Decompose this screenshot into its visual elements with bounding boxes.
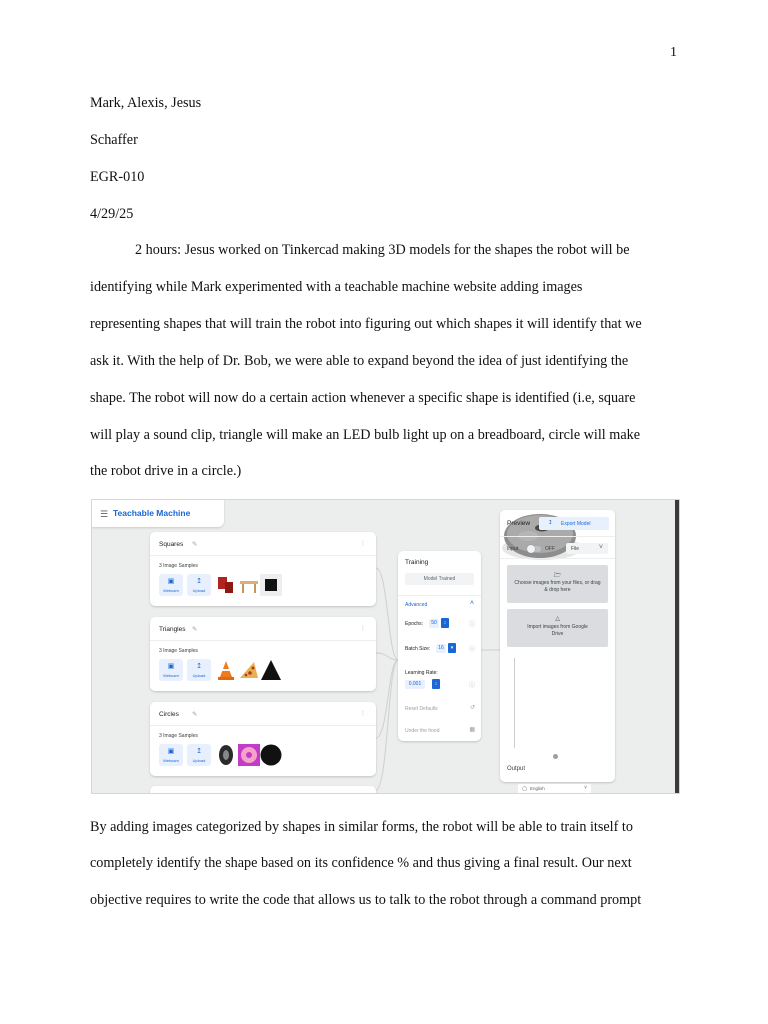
more-icon[interactable]: ⋮ [360,711,366,717]
class-name: Triangles [159,626,186,633]
output-label: Output [507,766,526,772]
dropdown-icon[interactable]: ▾ [448,643,456,653]
divider [150,640,376,641]
help-icon[interactable]: ⓘ [468,622,475,628]
toggle-state: OFF [545,546,555,552]
app-title: Teachable Machine [113,508,191,518]
preview-title: Preview [507,520,531,527]
more-icon[interactable]: ⋮ [360,626,366,632]
training-panel [398,551,481,741]
input-toggle[interactable] [527,546,541,552]
learning-rate-label: Learning Rate: [405,670,438,676]
upload-icon: ↥ [196,663,202,670]
image-frame-line [514,658,515,748]
sample-image-table [238,574,260,596]
sample-image-black-triangle [260,659,282,681]
chevron-down-icon: ˅ [584,785,587,791]
class-name: Circles [159,711,179,718]
epochs-label: Epochs: [405,621,424,627]
webcam-button[interactable] [159,659,183,681]
sample-image-tire [215,744,237,766]
sample-count: 3 Image Samples [159,648,198,654]
webcam-button[interactable] [159,744,183,766]
export-model-label: Export Model [561,521,591,527]
webcam-label: Webcam [163,673,179,678]
webcam-button[interactable] [159,574,183,596]
upload-button[interactable] [187,744,211,766]
learning-rate-stepper-icon[interactable]: ↕ [432,679,440,689]
batch-size-label: Batch Size: [405,646,431,652]
menu-icon: ☰ [100,509,109,519]
upload-label: Upload [192,588,206,593]
add-class-card[interactable] [150,786,376,794]
more-icon[interactable]: ⋮ [360,541,366,547]
google-drive-icon: △ [555,616,560,622]
advanced-toggle[interactable]: Advanced [405,602,428,608]
source-select[interactable] [566,543,608,554]
paragraph-line: identifying while Mark experimented with a teachable machine website adding images [90,279,583,295]
help-icon[interactable]: ⓘ [468,647,475,653]
reset-icon[interactable]: ↺ [469,705,475,711]
upload-icon: ↥ [196,748,202,755]
paragraph-line: ask it. With the help of Dr. Bob, we were able to expand beyond the idea of just identifying the [90,353,629,369]
globe-icon: ◯ [522,786,528,791]
preview-panel [500,510,615,782]
class-name: Squares [159,541,184,548]
file-drop-zone[interactable] [507,565,608,603]
sample-image-red-blocks [215,574,237,596]
image-slider-handle[interactable] [553,754,558,759]
chevron-down-icon: ˅ [598,544,603,551]
upload-label: Upload [192,673,206,678]
paragraph-line: representing shapes that will train the robot into figuring out which shapes it will identify that we [90,316,642,332]
sample-image-pizza [238,659,260,681]
author-names: Mark, Alexis, Jesus [90,95,202,111]
learning-rate-input[interactable]: 0.001 [405,680,425,689]
edit-icon[interactable]: ✎ [192,711,198,718]
chevron-up-icon[interactable]: ˄ [469,600,474,607]
input-label: Input [507,546,519,552]
edit-icon[interactable]: ✎ [192,626,198,633]
under-the-hood-button[interactable]: Under the hood [405,728,440,734]
upload-button[interactable] [187,659,211,681]
divider [500,536,615,537]
page-number: 1 [670,45,677,60]
webcam-icon: ▣ [167,578,175,585]
folder-icon: 🗁 [553,573,562,579]
divider [500,558,615,559]
help-icon[interactable]: ⓘ [468,683,475,689]
class-card-triangles [150,617,376,691]
divider [150,555,376,556]
upload-icon: ↥ [196,578,202,585]
divider [398,595,481,596]
google-drive-import[interactable] [507,609,608,647]
teachable-machine-screenshot [91,499,680,794]
batch-size-select[interactable]: 16 [436,644,446,653]
divider [150,725,376,726]
class-card-squares [150,532,376,606]
date: 4/29/25 [90,206,134,222]
epochs-stepper-icon[interactable]: ↕ [441,618,449,628]
webcam-label: Webcam [163,588,179,593]
language-value: English [530,786,545,791]
sample-image-black-square [260,574,282,596]
epochs-input[interactable]: 50 [429,619,439,628]
webcam-icon: ▣ [167,748,175,755]
upload-label: Upload [192,758,206,763]
chart-icon[interactable]: ▦ [469,727,475,733]
webcam-icon: ▣ [167,663,175,670]
language-select[interactable] [518,784,591,794]
google-drive-text: Import images from Google Drive [527,624,588,637]
paragraph-line: objective requires to write the code that allows us to talk to the robot through a command prompt [90,892,642,908]
export-model-button[interactable] [539,517,609,530]
paragraph-line: shape. The robot will now do a certain action whenever a specific shape is identified (i.e, square [90,390,636,406]
sample-count: 3 Image Samples [159,733,198,739]
sample-image-black-circle [260,744,282,766]
paragraph-line: 2 hours: Jesus worked on Tinkercad making 3D models for the shapes the robot will be [135,242,630,258]
edit-icon[interactable]: ✎ [192,541,198,548]
class-card-circles [150,702,376,776]
source-value: File [571,546,580,552]
file-drop-text: Choose images from your files, or drag & drop here [514,580,601,593]
webcam-label: Webcam [163,758,179,763]
model-trained-button[interactable]: Model Trained [405,573,474,585]
course-code: EGR-010 [90,169,145,185]
paragraph-line: the robot drive in a circle.) [90,463,242,479]
paragraph-line: completely identify the shape based on its confidence % and thus giving a final result. Our next [90,855,632,871]
training-title: Training [405,559,429,566]
instructor-name: Schaffer [90,132,138,148]
sample-count: 3 Image Samples [159,563,198,569]
sample-image-donut [238,744,260,766]
export-icon: ↥ [548,520,553,526]
sample-image-traffic-cone [215,659,237,681]
paragraph-line: By adding images categorized by shapes in similar forms, the robot will be able to train itself to [90,819,633,835]
paragraph-line: will play a sound clip, triangle will make an LED bulb light up on a breadboard, circle will make [90,427,641,443]
reset-defaults-button[interactable]: Reset Defaults [405,706,438,712]
upload-button[interactable] [187,574,211,596]
